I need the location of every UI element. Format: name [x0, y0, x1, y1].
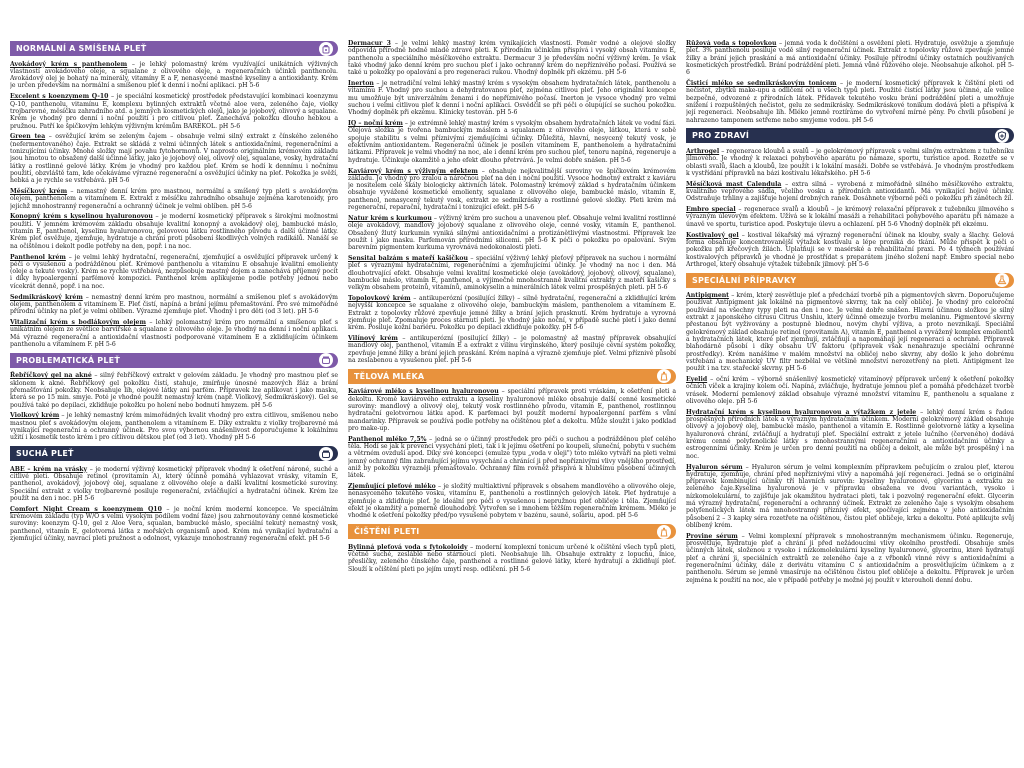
product-name: Čisticí mléko se sedmikráskovým tonicem: [686, 80, 837, 88]
product-description: – kostival lékařský má výrazný regenerační účinek na klouby, svaly a šlachy. Gelová forma obsahuje koncentrovanější výtažek kostivalu a lépe proniká do tkání. Může přispět k péči o pokožku při křečových žilách. Uplatňuji se v masérské a rehabilitační praxi. Po 4 týdnech používání kostivalových přípravků je vhodné je prostřídat s preparátem jiného složení např. Embro special nebo Arthrogel, který obsahuje výtažek tužebník jilmový. pH 5-6: [686, 231, 1014, 268]
product-name: Inerton: [348, 80, 374, 88]
product-description: – regenerace kloubů a svalů – je gelokrémový přípravek s velmi silným extraktem z tužebníku jilmového. Je vhodný k relaxaci pohybového aparátu po námaze, sportu, turistice apod. Rozetře se v oblasti svalů, šlach a kloubů, lze použít i k lokální masáži. Dobře se vstřebává. Je vhodným prostředkem k vystřídání přípravků na bázi kostivalu lékařského. pH 5-6: [686, 147, 1014, 177]
product-name: Natur krém s kurkumou: [348, 214, 432, 222]
product-description: – antikuperózní (posilující žilky) – silně hydratační, regenerační a zklidňující krém nejvyšší koncepce se squalane z olivového oleje, bambuckým máslem, panthenolem a vitamínem E. Extrakt z topolovky růžové zpevňuje jemné žilky a brání jejich prasknutí. Krém hydratuje a vyrovná zjemňuje pleť. Zpomaluje proces stárnutí pleti. Je vhodný jako noční, v případě suché pleti i jako denní krém. Posiluje kožní bariéru. Pokožku po depilaci zklidňuje pokožky. pH 5-6: [348, 295, 676, 332]
product-description: – je moderní kosmetický přípravek s širokými možnostmi použití. V jemném krémovém základu obsahuje kvalitní konopný a avokádový olej, bambucké máslo, vitamín E, panthenol, kyselinu hyaluronovou, gelovovou látku rostlinného původu a další účinné látky. Krém pleť osvěžuje, zjemňuje, hydratuje a chrání proti působení škodlivých volných radikálů. Nanáší se na očištěnou i dekolt podle potřeby na den, popř. i na noc.: [10, 213, 338, 250]
product-description: – speciální výživný lehký pleťový přípravek na suchou i normální pleť s výraznými hydratačními, regeneračními a zjemňujícími účinky. Je vhodný na noc i den. Má dlouhotrvající efekt. Obsahuje velmi kvalitní kosmetické oleje (avokádový, jojobový, olivový, squalane), bambucké máslo, vitamín E, panthenol, a výjimečně mnohostranně kvalitní extrakty z mateří kašičky s velkým obsahem proteinů, vitamínů, aminokyselin a minerálních látek velmi prospěšných pleti. pH 5-6: [348, 254, 676, 292]
product-description: – jemná voda k dočištění a osvěžení pleti. Hydratuje, osvěžuje a zjemňuje pleť. 3% panthenolu posiluje vodě silný regenerační účinek. Extrakt z topolovky růžové zpevňuje jemné žilky a brání jejich praskání a má antioxidační účinky. Posiluje přírodní účinky ostatních používaných kosmetických prostředků. Brání podráždění pleti. Jemná vůně růžového oleje. Neobsahuje alkohol. pH 5-6: [686, 40, 1014, 77]
product-description: – je speciální kosmetický prostředek představující kombinaci koenzymu Q-10, panthenolu, vitamínu E, komplexu bylinných extraktů včetně aloe vera, zeleného čaje, violky trojbarevné, měsíčku zahradního atd. a jemných kosmetických olejů, jako je jojobový, olivový a squalane. Krém je vhodný pro denní i noční použití i pro citlivou pleť. Zanechává pokožku dlouho hebkou a pružnou. Patří ke špičkovým lehkým výživným krémům BAREKOL. pH 5-6: [10, 93, 338, 130]
product-entry: [686, 181, 1014, 203]
product-description: – speciální přípravek proti vráskám, k ošetření pleti a dekoltu. Kromě kaviárového extraktu a kyseliny hyaluronové mléko obsahuje další cenné kosmetické suroviny: mandlový a olivový olej, tekutý vosk rostlinného původu, vitamín E, panthenol, rostlinnou hydratační gelotvornou látku apod. K parfemaci byl použit moderní hypoalergenní parfém s vůní mandarinky. Přípravek se používá podle potřeby na očištěnou pleť a dekoltu. Může sloužit i jako podklad pro make-up.: [348, 388, 676, 432]
bottle-icon: [657, 369, 671, 383]
product-name: Kaviárový krém s výživným efektem: [348, 167, 478, 175]
product-entry: [10, 61, 338, 90]
bottle-icon: [657, 525, 671, 539]
product-entry: [686, 409, 1014, 460]
product-name: Embro special: [686, 206, 736, 214]
section-header: [348, 524, 676, 539]
product-name: Provine sérum: [686, 532, 738, 540]
product-entry: [686, 40, 1014, 77]
section-header: [10, 41, 338, 56]
product-name: Zjemňující pleťové mléko: [348, 483, 436, 491]
product-entry: [348, 335, 676, 364]
product-description: – moderní komplexní tonicum určené k očištění všech typů pleti, včetně suché, zesláblé nebo stárnoucí pleti. Neobsahuje lih. Obsahuje extrakty z lopuchu, lnice, přesličky, zeleného čínského čaje, panthenol a rostlinné gelové látky, které hydratují a zklidňují pleť. Slouží k očištění pleti po jejím umytí resp. odlíčení. pH 5-6: [348, 543, 676, 573]
product-entry: [686, 376, 1014, 405]
product-description: – extra silná – vyrobená z mimořádně silného měsíčkového extraktu, kvalitního vepřového sádla, včelího vosku a přírodních antioxidantů. Má vynikající hojivé účinky. Odstraňuje trhliny a zajišťuje hojení drobných ranek. Dosáhnete výborné péči o pokožku při zánětech žil.: [686, 180, 1014, 203]
product-name: Sensital balzám s mateří kašičkou: [348, 254, 468, 262]
product-entry: [348, 295, 676, 332]
section-title: TĚLOVÁ MLÉKA: [354, 371, 425, 381]
product-name: Violkový krém: [10, 412, 60, 420]
product-entry: [686, 533, 1014, 584]
product-entry: [686, 206, 1014, 228]
product-name: Měsíčková mast Calendula: [686, 180, 782, 188]
product-entry: [348, 80, 676, 117]
product-entry: [348, 120, 676, 164]
product-entry: [348, 483, 676, 520]
product-name: Avokádový krém s panthenolem: [10, 60, 128, 68]
product-description: – je lehký polomastný krém využívající unikátních výživných vlastností avokádového oleje, a squalane z olivového oleje, a regeneračních účinků panthenolu. Avokádový olej je bohatý na minerály, vitamíny E a F, nenasycené mastné kyseliny a antioxidanty. Krém je určen především na normální a smíšenou pleť k denní i noční aplikaci. pH 5-6: [10, 60, 338, 90]
product-description: – výživný krém pro suchou a unavenou pleť. Obsahuje velmi kvalitní rostlinné oleje avokádový, mandlový jojobový squalane z olivového oleje, cenné vosky, vitamín E, panthenol. Obsažený žlutý kurkumin vyniká silnými antioxidačními a protizánětlivými vlastnostmi. Přípravek lze použít i jako masku. Parfemován přírodními silicemi. pH 5-6 K péči o pokožku po opalování. Svým barevním pigmentem kurkuma vyrovnává nedokonalosti pleti.: [348, 214, 676, 252]
product-name: ABE – krém na vrásky: [10, 465, 88, 473]
product-entry: [686, 148, 1014, 177]
product-name: Měsíčkový krém: [10, 188, 68, 195]
product-description: – je netradiční velmi lehký mastný krém s vysokým obsahem hydratačních látek, panthenolu a vitamínu F. Vhodný pro suchou a dehydratovanou pleť, zejména citlivou pleť. Jeho originální koncepce mu umožňuje být univerzálním ženami i do nepříznivého počasí. Inerton je vysoce vhodný pro velmi suchou i velmi citlivou pleť k denní i noční aplikaci. Osvědčil se při péči o olupující se suchou pokožku. Vhodný doplněk při ekzému. Klinicky testován. pH 5-6: [348, 80, 676, 117]
product-name: Antipigment: [686, 292, 730, 300]
product-entry: [10, 466, 338, 503]
product-description: – osvěžující krém se zeleným čajem – obsahuje velmi silný extrakt z čínského zeleného (nefermentovaného) čaje. Extrakt se skládá z velmi účinných látek s antioxidačními, regeneračními a tonizujícími účinky. Mnohé složky mají povahu fytohormonů. V naprosto originálním krémovém základu jsou hmotou to obsažený další účinné látky, jako je jojobový olej, olivový olej, squalane, vosky, hydratační látky a rostlinné gelové látky. Krém je vhodný pro každou pleť. Krém se hodí k dennímu i nočnímu použití, obzvláště tam, kde očekáváme výrazné regenerační a osvěžující účinky na pleť. Pokožka je svěží, hebká a je rychle se vstřebává. pH 5-6: [10, 133, 338, 185]
product-description: – je extrémně lehký mastný krém s vysokým obsahem hydratačních látek ve vodní fázi. Olejová složka je tvořena bambuckým máslem a squalanem z olivového oleje, látkou, která v sobě spojuje stabilitu s velmi příznivými zjemňujícími účinky. Důležitá, hlavní, nesycený tekutý vosk, je efektivním antioxidantem. Regenerační účinek je posílen vitamínem E, panthenolem a hydratačními látkami. Přípravek je velmi vhodný na noc, ale i denní krém pro suchou pleť, tenoru napíná, regeneruje a hydratuje. Účinkuje okamžitě a jeho efekt dlouho přetrvává. Je velmi dobře snášen. pH 5-6: [348, 120, 676, 164]
product-description: – je velmi lehký mastný krém vynikajících vlastností. Poměr vodné a olejové složky odpovídá přírodně hodně mladé zdravé pleti. K přírodním účinkům přispívá i vysoký obsah vitamínu E, panthenolu a speciálního měsíčkového extraktu. Dermacur 3 je především noční výživný krém. Je však také vhodný jako denní krém pro suchou pleť i jako ochranný krém do nepříznivého počasí. Používá se také u pokožky po opalování a pro regeneraci rukou. Vhodný doplněk při ekzému. pH 5-6: [348, 40, 676, 77]
product-name: Eyelid: [686, 376, 708, 384]
product-description: – obsahuje nejkvalitnější suroviny ve špičkovém krémovém základu. Je vhodný pro zralou a náročnou pleť na den i noční použití. Vysoce hodnotný extrakt z kaviáru je nositelem celé škály biologicky aktivních látek. Polomastný krémový základ s hydratačním účinkem obsahuje vyvážené kosmetické emolienty, squalane z olivového oleje, bambucké máslo, vitamín E, panthenol, nenasycený tekutý vosk, extrakt ze sedmikrásky a rostlinné gelové složky. Pleti krém má regenerační, reparační, hydratační i tonizující efekt. pH 5-6: [348, 167, 676, 212]
product-entry: [10, 294, 338, 316]
product-entry: [10, 412, 338, 441]
product-description: – je velmi lehký hydratační, regenerační, zjemňující a osvěžující přípravek určený k péči o vysušenou a podrážděnou pleť. Krémové panthenolu a vitamínu E obsahuje kvalitní emolienty (oleje a tekuté vosky). Krém se rychle vstřebává, nezpůsobuje mastný dojem a zanechává příjemný pocit i díky hypoalergenní parfémové kompozici. Panthenol krém aplikujeme podle potřeby jednou nebo vícekrát denně, popř. i na noc.: [10, 253, 338, 290]
section-header: [348, 369, 676, 384]
section-title: SUCHÁ PLEŤ: [16, 449, 74, 459]
product-name: Kostivalový gel: [686, 231, 739, 239]
product-description: – lehký polomastný krém pro normální a smíšenou pleť s unikátním olejem ze světlice barvířské a squalane z olivového oleje. Je vhodný na denní i noční aplikaci. Má výrazné regenerační a antioxidační vlastnosti podporované vitamínem E a zklidňujícím účinkem panthenolu a vitamínem F. pH 5-6: [10, 319, 338, 348]
product-entry: [348, 168, 676, 212]
product-name: Green tea: [10, 133, 46, 141]
product-description: – nemastný denní krém pro mastnou, normální a smíšenou pleť s avokádovým olejem, panthenolem a vitamínem E. Pleť čistí, napíná a brání jejímu přemaštování. Pro své mimořádné přírodní účinky na pleť je velmi oblíben. Výrazné zjemňuje pleť. Vhodný i pro děti (od 3 let). pH 5-6: [10, 293, 338, 316]
product-entry: [686, 292, 1014, 372]
product-entry: [10, 506, 338, 543]
product-name: Dermacur 3: [348, 40, 391, 47]
jar-icon: [319, 353, 333, 367]
product-entry: [348, 436, 676, 480]
product-entry: [686, 80, 1014, 124]
cleanser-bottle-icon: [319, 42, 333, 56]
product-entry: [10, 188, 338, 210]
product-entry: [348, 544, 676, 573]
product-name: Sedmikráskový krém: [10, 293, 83, 301]
product-name: Řebříčkový gel na akné: [10, 372, 92, 380]
section-header: [686, 273, 1014, 288]
product-name: IQ – noční krém: [348, 120, 403, 128]
product-description: – je složitý multiaktivní přípravek s obsahem mandlového a olivového oleje, nenasyceného tekutého vosku, vitamínu E, panthenolu a rostlinných gelových látek. Pleť hydratuje a zjemňuje a zklidňuje pleť. Je ideální pro péči o vysušenou i nepružnou pleť obličeje i těla. Zjemňující efekt je okamžitý a pomerně dlouhodobý. Vytvořen se i mnohem těžším regeneračním krémem. Mléko je vhodné k ošetření pokožky před/po vysušené pobytem v bazénu, sauně, soláriu, apod. pH 5-6: [348, 483, 676, 520]
product-name: Růžová voda s topolovkou: [686, 40, 777, 47]
jar-icon: [319, 447, 333, 461]
product-name: Comfort Night Cream s koenzymem Q10: [10, 505, 162, 513]
product-description: – silný řebříčkový extrakt v gelovém základu. Je vhodný pro mastnou pleť se sklonem k akné. Řebříčkový gel pokožku čistí, stahuje, zmírňuje únosné mazových žláz a brání přemašťování pokožky. Neobsahuje lih, olejové látky ani parfém. Přípravek lze aplikovat i jako masku, která se po 15 min. smyje. Poté je vhodné použít nemastný krém (např. Violkový, Sedmikráskový). Gel se používá také po depilaci, zklidňuje pokožku po holení nebo bodnutí hmyzem. pH 5-6: [10, 372, 338, 409]
product-entry: [348, 255, 676, 292]
product-description: – je lehký nemastný krém mimořádných kvalit vhodný pro extra citlivou, smíšenou nebo mastnou pleť s avokádovým olejem, panthenolem a vitamínem E. Díky extraktu z violky trojbarevné má vynikající regenerační a ochranný účinek. Pro svou výbornou snášenlivost doporučujeme k lokálnímu užití i kosmetik testo krém i pro citlivou dětskou pleť (od 3 let). Vhodný pH 5-6: [10, 412, 338, 442]
product-description: – je moderní kosmetický přípravek k čištění pleti od nečistot, zbytků make-upu a odličení oči u všech typů pleti. Použité čisticí látky jsou účinné, ale velice bezpečné, odvozené z přírodních látek. Přídavek tekutého vosku brání podráždění pleti a umožňuje snížení i rozpuštěných nečistot, gelu ze sedmikrásky. Sedmikráskové tonikum dodává pleti a přispívá k její regeneraci. Neobsahuje lih. Mléko jemně roztíráme do vytvoření mírné pěny. Po chvíli působení je nahrazeno tamponem setřeme nebo smyjeme vodou. pH 5-6: [686, 80, 1014, 124]
product-description: – Velmi komplexní přípravek s mnohostranným mechanismem účinku. Regeneruje, prosvětluje, hydratuje pleť a chrání ji před nežádoucími vlivy okolního prostředí. Obsahuje směs účinných látek, složenou z vysoko i nízkomolekulární kyseliny hyaluronové, glycerinu, které hydratují pleť a chrání ji, speciálních extraktů ze zeleného čaje a z vřbonků vinné révy s antioxidačními a regeneračními účinky, dále z derivátu vitamínu C s antioxidačním a prosvětlujícím účinkem a z panthenolu. Sérum se jemně vmasíruje na očištěnou čistou pleť obličeje a dekoltu. Přípravek je určen zejména k použití na noc, ale v případě potřeby je možné jej použít v kterouholi denní dobu.: [686, 532, 1014, 584]
product-entry: [10, 254, 338, 291]
product-entry: [10, 213, 338, 250]
product-name: Panthenol mléko 7,5%: [348, 435, 427, 443]
column-left: [10, 40, 338, 764]
product-description: – nemastný denní krém pro mastnou, normální a smíšený typ pleti s avokádovým olejem, panthenolem a vitamínem E. Extrakt z měsíčku zahradního obsahuje zejména karotenoidy, pro jejichž mnohostranný regenerační a ochranný účinek je velmi oblíben. pH 5-6: [10, 188, 338, 210]
product-entry: [10, 372, 338, 409]
product-name: Bylinná pleťová voda s fytokoloidy: [348, 543, 468, 551]
section-title: SPECIÁLNÍ PŘÍPRAVKY: [692, 275, 797, 285]
product-name: Kaviárové mléko s kyselinou hyaluronovou: [348, 388, 499, 396]
section-title: ČIŠTĚNÍ PLETI: [354, 527, 420, 537]
section-title: PRO ZDRAVÍ: [692, 131, 750, 141]
product-entry: [348, 388, 676, 432]
product-description: – Hyaluron sérum je velmi komplexním přípravkem pečujícím o zralou pleť, kterou hydratuje, zjemňuje, chrání před nepříznivými vlivy a napomáhá její regeneraci. Jedná se o originální přípravek kombinující účinky tří hlavních surovin: kyseliny hyaluronové, glycerinu a extraktu ze zeleného čaje.Kyselina hyaluronová je v přípravku obsažena ve dvou variantách, vysoko i nízkomolekulární, to zajišťuje jak okamžitou hydrataci pleti, tak i pozvolný regenerační efekt. Glycerin má výrazný hydratační, regenerační a ochranný účinek. Extrakt ze zeleného čaje s vysokým obsahem polyfenolických látek má mnohostranný příznivý efekt, spočívající zejména v jeho antioxidačním působení 2 – 3 kapky séra rozetřete na očištěnou, čistou pleť obličeje, krku a dekoltu. Poté aplikujte svůj oblíbený krém.: [686, 463, 1014, 529]
section-title: NORMÁLNÍ A SMÍŠENÁ PLEŤ: [16, 44, 147, 53]
product-description: – antikuperózní (posilující žilky) – je polomastný až mastný přípravek obsahující mandlový olej, panthenol, vitamín E a extrakt z vilínu virginského, který posiluje cévní systém pokožky, zpevňuje jemné žilky a brání jejich praskání. Krém napíná a výrazně zjemňuje pleť. Velmi příznivě působí na zeslabenou a vysušenou pleť. pH 5-6: [348, 335, 676, 364]
product-description: – je noční krém moderní koncepce. Ve speciálním krémovém základu (typ W/O s velmi vysokým podílem vodní fáze) jsou zahrnoutovány cenné kosmetické suroviny: koenzym Q-10, gel z Aloe Vera, squalan, bambucké máslo, speciální tekutý nemastný vosk, panthenol, vitamín E, gelotvorná látka z mořských organismů apod. Krém má vynikající hydratační a zjemňující účinky, navrací pleti pružnost a odolnost, vykazuje mnohostranný regenerační efekt. pH 5-6: [10, 505, 338, 542]
product-name: Vilínový krém: [348, 335, 398, 343]
product-entry: [10, 133, 338, 184]
column-right: [686, 40, 1014, 764]
product-entry: [686, 232, 1014, 269]
column-middle: [348, 40, 676, 764]
product-name: Vitalizační krém s bodlákovým olejem: [10, 319, 146, 326]
product-description: – regenerace svalů a kloubů – je krémový relaxační přípravek z tužebníku jilmového s výrazným úlevovým efektem. Užívá se k lokální masáži a rehabilitaci pohybového aparátu při námaze a únavě ve sportu, turistice apod. Poskytuje úlevu a ochlazení. pH 5-6 Vhodný doplněk při ekzému.: [686, 206, 1014, 228]
product-description: – oční krém – výborně snášenlivý kosmetický vitamínový přípravek určený k ošetření pokožky očních víček a krajiny kolem očí. Napíná, zvláčňuje, hydratuje jemnou pleť a pomáhá předcházet tvorbě vrásek. Moderní pemlenový základ obsahuje výrazné množství vitamínu E, panthenolu a squalane z olivového oleje. pH 5-6: [686, 376, 1014, 405]
product-description: – krém, který zesvětluje pleť a předchází tvorbě pih a pigmentových skvrn. Doporučujeme používat Antipigment jak lokálně na pigmentové skvrny, tak na celý obličej. Je vhodný pro celoroční používání na všechny typy pleti na den i noc. Je velmi dobře snášen. Hlavní účinnou složkou je silný extrakt z japonského citrusu Citrus Unshiu, který účinně omezuje tvorbu melaninu. Pigmentové skvrny přestanou být vyživovány a postupně blednou, novým chybí výživa, a proto nevznikají. Speciální gelokrémový základ obsahuje retinol (provitamín A), vitamín E, panthenol a vyvážený komplex emolientů a hydratačních látek, které pleť zjemňují, zvláčňují a napomáhají její regeneraci a ochraně. Přípravek blahodárně působí i díky obsahu UV faktoru (přípravek však nenahrazuje speciální ochranné prostředky). Krém nanášíme v malém množství na obličej nebo skvrny, aby došlo k jeho dobrému vstřebání a mechanický UV filtr nezbělal ve většině množství nerozetřený na pleti. Antipigment lze použít i na tzv. stařecké skvrny. pH 5-6: [686, 292, 1014, 373]
product-name: Topolovkový krém: [348, 295, 411, 302]
product-name: Hyaluron sérum: [686, 463, 743, 471]
product-description: – lehký denní krém s řadou prospěšných přírodních látek a výrazným hydratačním účinkem. Moderní gelokrémový základ obsahuje olivový a jojobový olej, bambucké máslo, panthenol a vitamín E. Rostlinné gelotvorné látky a kyselina hyaluronová chrání, zvláčňují a hydratují pleť. Speciální extrakt z jetele lučního (červeného) dodává krému cenné polyfenolické látky s mnohostrannými regeneračními a antioxidačními účinky a estrogenními účinky. Krém je určen pro denní použití na obličej a dekolt, ale může být prospěšný i na noc.: [686, 408, 1014, 460]
section-title: PROBLEMATICKÁ PLEŤ: [16, 355, 120, 365]
section-header: [10, 446, 338, 461]
product-entry: [348, 40, 676, 77]
product-name: Hydratační krém s kyselinou hyaluronovou a výtažkem z jetele: [686, 408, 917, 416]
shield-icon: [995, 129, 1009, 143]
product-description: – je moderní výživný kosmetický přípravek vhodný k ošetření nároné, suché a citlivé pleti. Obsahuje retinol (provitamín A), který účinně pomáhá vyhlazovat vrásky, vitamín E, panthenol, avokádový, jojobový olej, squalane z olivového oleje a další kvalitní kosmetické suroviny. Speciální extrakt z violky trojbarevné posiluje regenerační, zvláčňující a hydratační účinek. Krém lze použít na den i noc. pH 5-6: [10, 465, 338, 502]
product-name: Konopný krém s kyselinou hyaluronovou: [10, 213, 153, 221]
product-name: Excelent s koenzymem Q-10: [10, 93, 109, 101]
section-header: [686, 128, 1014, 143]
product-entry: [10, 93, 338, 130]
product-entry: [348, 215, 676, 252]
product-entry: [10, 319, 338, 348]
flask-icon: [995, 273, 1009, 287]
product-description: – jedná se o účinný prostředek pro péči o suchou a podrážděnou pleť celého těla. Hodí se jak k prevenci vysychání pleti, tak i k jejímu ošetření po koupeli, sluneční, pobytu v suchém a větrném ovzduší apod. Díky své koncepci (emulze typu „voda v oleji") toto mléko vytváří na pleti velmi jemný ochranný film zabraňující jejímu vysychání a chránící ji před nepříznivými vlivy vnějšího prostředí, aniž by pokožku výrazněji přemaštovalo. Ochranný film rovněž přispívá k hlubšímu působení účinných látek.: [348, 435, 676, 480]
product-name: Arthrogel: [686, 147, 720, 155]
product-entry: [686, 464, 1014, 530]
section-header: [10, 353, 338, 368]
product-name: Panthenol krém: [10, 253, 66, 261]
